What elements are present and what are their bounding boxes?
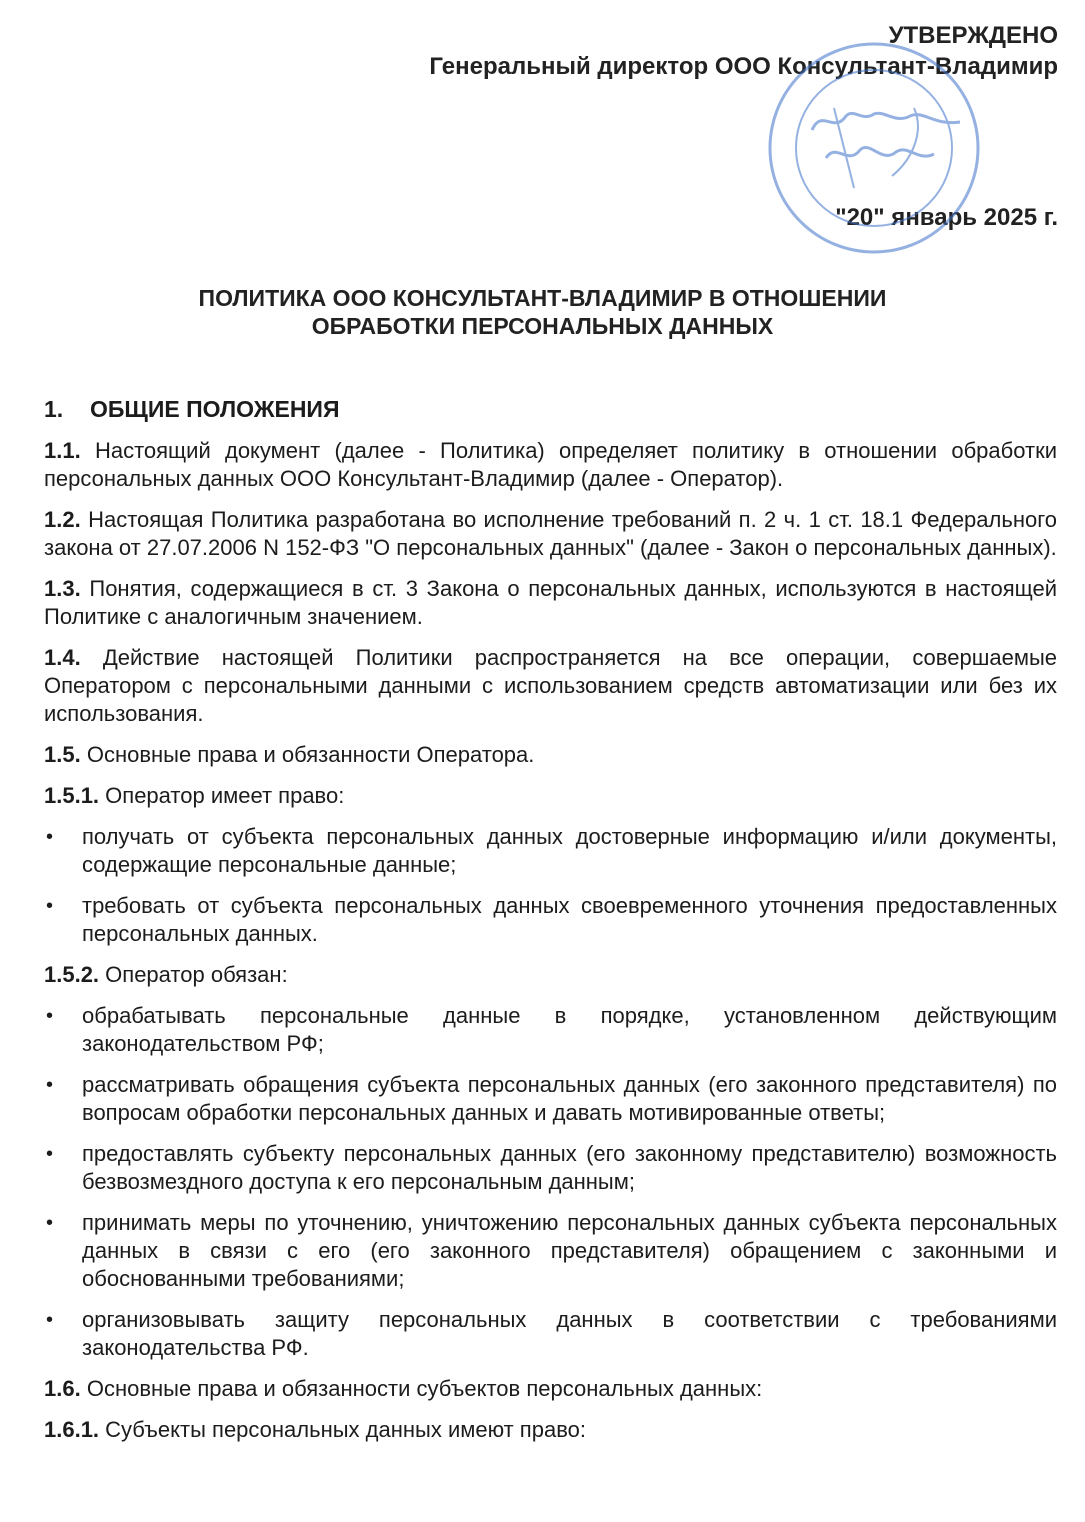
paragraph-1-2 <box>44 506 1057 562</box>
document-title <box>0 284 1085 340</box>
paragraph-1-6-1 <box>44 1416 1057 1444</box>
paragraph-1-6 <box>44 1375 1057 1403</box>
paragraph-number: 1.2. <box>44 507 81 532</box>
section-title: ОБЩИЕ ПОЛОЖЕНИЯ <box>90 396 340 422</box>
company-stamp <box>764 38 984 258</box>
list-item: • организовывать защиту персональных данных в соответствии с требованиями законодательства РФ. <box>44 1306 1057 1362</box>
list-item: • получать от субъекта персональных данных достоверные информацию и/или документы, содержащие персональные данные; <box>44 823 1057 879</box>
paragraph-number: 1.5.2. <box>44 962 100 987</box>
paragraph-text: Оператор обязан: <box>105 962 288 987</box>
section-number: 1. <box>44 396 64 422</box>
paragraph-number: 1.1. <box>44 438 81 463</box>
paragraph-text: Субъекты персональных данных имеют право: <box>105 1417 586 1442</box>
title-line-2: ОБРАБОТКИ ПЕРСОНАЛЬНЫХ ДАННЫХ <box>311 313 774 339</box>
list-item: • обрабатывать персональные данные в порядке, установленном действующим законодательством РФ; <box>44 1002 1057 1058</box>
director-position: Генеральный директор ООО Консультант-Владимир <box>429 53 1058 80</box>
paragraph-number: 1.6. <box>44 1376 81 1401</box>
title-line-1: ПОЛИТИКА ООО КОНСУЛЬТАНТ-ВЛАДИМИР В ОТНОШЕНИИ <box>198 285 887 311</box>
paragraph-1-3 <box>44 575 1057 631</box>
paragraph-text: Оператор имеет право: <box>105 783 345 808</box>
paragraph-text: Настоящая Политика разработана во исполнение требований п. 2 ч. 1 ст. 18.1 Федерального закона от 27.07.2006 N 152-ФЗ "О персональных данных" (далее - Закон о персональных данных). <box>44 507 1057 560</box>
paragraph-text: Основные права и обязанности Оператора. <box>86 742 535 767</box>
paragraph-1-5-1 <box>44 782 1057 810</box>
paragraph-1-5-2 <box>44 961 1057 989</box>
list-item: • рассматривать обращения субъекта персональных данных (его законного представителя) по вопросам обработки персональных данных и давать мотивированные ответы; <box>44 1071 1057 1127</box>
paragraph-1-1 <box>44 437 1057 493</box>
paragraph-text: Основные права и обязанности субъектов персональных данных: <box>86 1376 763 1401</box>
section-heading <box>44 395 1057 423</box>
document-body <box>44 395 1057 1457</box>
approval-date: "20" январь 2025 г. <box>835 204 1058 231</box>
paragraph-number: 1.5.1. <box>44 783 100 808</box>
paragraph-text: Настоящий документ (далее - Политика) определяет политику в отношении обработки персональных данных ООО Консультант-Владимир (далее - Оператор). <box>44 438 1057 491</box>
paragraph-number: 1.3. <box>44 576 81 601</box>
list-item: • требовать от субъекта персональных данных своевременного уточнения предоставленных персональных данных. <box>44 892 1057 948</box>
list-item: • принимать меры по уточнению, уничтожению персональных данных субъекта персональных данных в связи с его (его законного представителя) обращением с законными и обоснованными требованиями; <box>44 1209 1057 1293</box>
paragraph-1-4 <box>44 644 1057 728</box>
approved-label: УТВЕРЖДЕНО <box>888 22 1058 49</box>
paragraph-number: 1.4. <box>44 645 81 670</box>
paragraph-text: Действие настоящей Политики распространяется на все операции, совершаемые Оператором с персональными данными с использованием средств автоматизации или без их использования. <box>44 645 1058 726</box>
list-item: • предоставлять субъекту персональных данных (его законному представителю) возможность безвозмездного доступа к его персональным данным; <box>44 1140 1057 1196</box>
paragraph-number: 1.6.1. <box>44 1417 100 1442</box>
paragraph-text: Понятия, содержащиеся в ст. 3 Закона о персональных данных, используются в настоящей Политике с аналогичным значением. <box>44 576 1057 629</box>
paragraph-1-5 <box>44 741 1057 769</box>
paragraph-number: 1.5. <box>44 742 81 767</box>
